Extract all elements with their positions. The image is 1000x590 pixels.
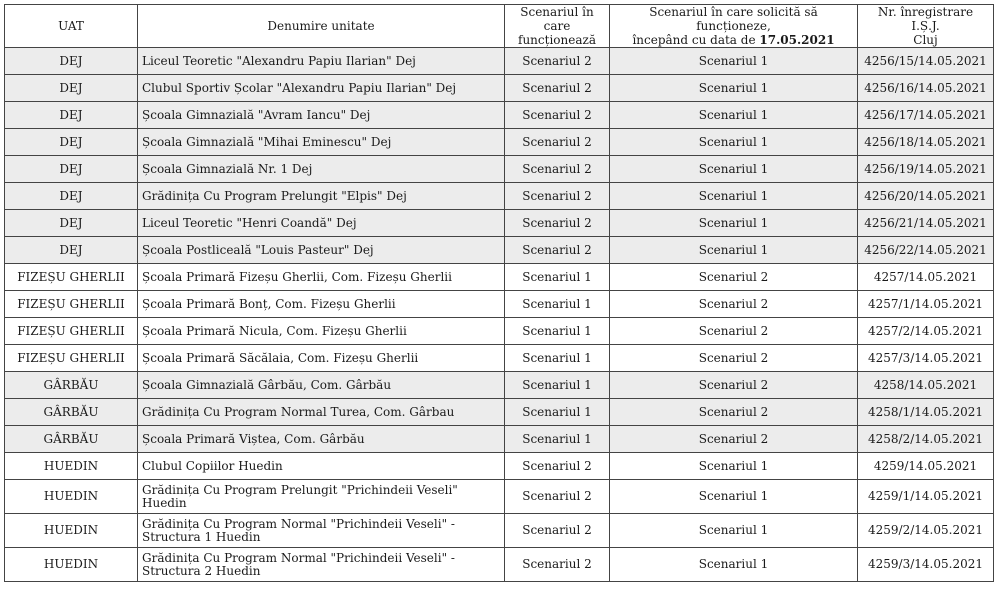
table-row [5,210,994,237]
cell-scenariu-solicitat: Scenariul 2 [610,318,858,345]
cell-uat: DEJ [5,102,138,129]
cell-scenariu-solicitat: Scenariul 1 [610,480,858,514]
cell-scenariu-solicitat: Scenariul 2 [610,399,858,426]
cell-uat: HUEDIN [5,480,138,514]
table-row [5,183,994,210]
cell-scenariu-solicitat: Scenariul 2 [610,291,858,318]
cell-scenariu-curent: Scenariul 1 [505,291,610,318]
table-row [5,102,994,129]
cell-uat: HUEDIN [5,514,138,548]
cell-scenariu-curent: Scenariul 2 [505,102,610,129]
cell-scenariu-solicitat: Scenariul 1 [610,129,858,156]
cell-nr-inregistrare: 4257/2/14.05.2021 [858,318,994,345]
header-scenariu-curent-line2: funcționează [518,33,596,47]
cell-scenariu-curent: Scenariul 1 [505,399,610,426]
cell-scenariu-solicitat: Scenariul 1 [610,102,858,129]
header-nr-line2: Cluj [913,33,938,47]
cell-uat: DEJ [5,129,138,156]
cell-nr-inregistrare: 4259/3/14.05.2021 [858,548,994,582]
cell-uat: HUEDIN [5,453,138,480]
cell-nr-inregistrare: 4256/21/14.05.2021 [858,210,994,237]
cell-nr-inregistrare: 4256/20/14.05.2021 [858,183,994,210]
header-scenariu-curent [505,5,610,48]
header-nr-inregistrare [858,5,994,48]
scenario-table [4,4,994,582]
table-row [5,237,994,264]
table-body [5,48,994,582]
cell-uat: FIZEȘU GHERLII [5,291,138,318]
cell-denumire: Liceul Teoretic "Henri Coandă" Dej [138,210,505,237]
cell-scenariu-curent: Scenariul 2 [505,453,610,480]
cell-uat: DEJ [5,48,138,75]
cell-denumire: Grădinița Cu Program Normal Turea, Com. Gârbau [138,399,505,426]
cell-nr-inregistrare: 4256/22/14.05.2021 [858,237,994,264]
cell-uat: DEJ [5,237,138,264]
cell-scenariu-solicitat: Scenariul 1 [610,237,858,264]
cell-scenariu-curent: Scenariul 1 [505,372,610,399]
cell-denumire: Școala Primară Săcălaia, Com. Fizeșu Gherlii [138,345,505,372]
cell-nr-inregistrare: 4258/2/14.05.2021 [858,426,994,453]
cell-denumire: Școala Gimnazială Nr. 1 Dej [138,156,505,183]
cell-scenariu-solicitat: Scenariul 2 [610,345,858,372]
table-row [5,156,994,183]
cell-uat: FIZEȘU GHERLII [5,318,138,345]
cell-nr-inregistrare: 4256/17/14.05.2021 [858,102,994,129]
cell-nr-inregistrare: 4256/19/14.05.2021 [858,156,994,183]
table-row [5,426,994,453]
table-row [5,548,994,582]
cell-nr-inregistrare: 4257/1/14.05.2021 [858,291,994,318]
header-nr-line1: Nr. înregistrare I.Ș.J. [877,5,974,33]
cell-uat: DEJ [5,156,138,183]
cell-denumire: Clubul Copiilor Huedin [138,453,505,480]
cell-scenariu-curent: Scenariul 2 [505,48,610,75]
cell-nr-inregistrare: 4259/1/14.05.2021 [858,480,994,514]
cell-uat: DEJ [5,75,138,102]
cell-nr-inregistrare: 4258/1/14.05.2021 [858,399,994,426]
cell-denumire: Școala Primară Viștea, Com. Gârbău [138,426,505,453]
cell-scenariu-solicitat: Scenariul 1 [610,514,858,548]
cell-denumire: Școala Gimnazială Gârbău, Com. Gârbău [138,372,505,399]
cell-denumire: Grădinița Cu Program Normal "Prichindeii Veseli" - Structura 1 Huedin [138,514,505,548]
cell-scenariu-solicitat: Scenariul 1 [610,48,858,75]
cell-uat: FIZEȘU GHERLII [5,264,138,291]
cell-nr-inregistrare: 4257/3/14.05.2021 [858,345,994,372]
cell-scenariu-solicitat: Scenariul 2 [610,426,858,453]
cell-uat: FIZEȘU GHERLII [5,345,138,372]
header-scenariu-curent-line1: Scenariul în care [520,5,594,33]
document-page [4,4,994,582]
cell-scenariu-curent: Scenariul 1 [505,345,610,372]
cell-denumire: Grădinița Cu Program Normal "Prichindeii Veseli" - Structura 2 Huedin [138,548,505,582]
cell-uat: DEJ [5,183,138,210]
cell-denumire: Școala Primară Bonț, Com. Fizeșu Gherlii [138,291,505,318]
header-scenariu-solicitat [610,5,858,48]
table-row [5,75,994,102]
cell-uat: DEJ [5,210,138,237]
cell-denumire: Școala Primară Nicula, Com. Fizeșu Gherlii [138,318,505,345]
cell-nr-inregistrare: 4256/18/14.05.2021 [858,129,994,156]
cell-uat: GÂRBĂU [5,399,138,426]
table-row [5,129,994,156]
cell-scenariu-curent: Scenariul 2 [505,156,610,183]
cell-uat: GÂRBĂU [5,426,138,453]
header-row [5,5,994,48]
header-scenariu-solicitat-line2: începând cu data de [632,33,756,47]
table-row [5,48,994,75]
cell-scenariu-curent: Scenariul 2 [505,210,610,237]
table-row [5,318,994,345]
header-uat: UAT [5,5,138,48]
cell-nr-inregistrare: 4256/15/14.05.2021 [858,48,994,75]
cell-scenariu-solicitat: Scenariul 1 [610,210,858,237]
cell-scenariu-solicitat: Scenariul 1 [610,75,858,102]
cell-scenariu-solicitat: Scenariul 1 [610,183,858,210]
table-row [5,264,994,291]
cell-scenariu-curent: Scenariul 2 [505,514,610,548]
cell-nr-inregistrare: 4258/14.05.2021 [858,372,994,399]
cell-denumire: Liceul Teoretic "Alexandru Papiu Ilarian" Dej [138,48,505,75]
cell-scenariu-curent: Scenariul 2 [505,480,610,514]
cell-denumire: Școala Gimnazială "Mihai Eminescu" Dej [138,129,505,156]
cell-scenariu-solicitat: Scenariul 1 [610,156,858,183]
table-row [5,345,994,372]
table-row [5,514,994,548]
cell-uat: HUEDIN [5,548,138,582]
table-row [5,453,994,480]
cell-scenariu-curent: Scenariul 2 [505,237,610,264]
cell-scenariu-curent: Scenariul 2 [505,183,610,210]
cell-scenariu-curent: Scenariul 2 [505,129,610,156]
cell-nr-inregistrare: 4259/14.05.2021 [858,453,994,480]
cell-nr-inregistrare: 4257/14.05.2021 [858,264,994,291]
cell-scenariu-curent: Scenariul 2 [505,75,610,102]
header-scenariu-solicitat-line1: Scenariul în care solicită să funcționeze, [649,5,818,33]
header-scenariu-solicitat-date: 17.05.2021 [759,33,835,47]
cell-nr-inregistrare: 4256/16/14.05.2021 [858,75,994,102]
header-denumire: Denumire unitate [138,5,505,48]
cell-scenariu-solicitat: Scenariul 2 [610,372,858,399]
cell-scenariu-curent: Scenariul 1 [505,426,610,453]
cell-denumire: Clubul Sportiv Școlar "Alexandru Papiu Ilarian" Dej [138,75,505,102]
table-row [5,372,994,399]
cell-denumire: Școala Postliceală "Louis Pasteur" Dej [138,237,505,264]
cell-nr-inregistrare: 4259/2/14.05.2021 [858,514,994,548]
cell-scenariu-solicitat: Scenariul 1 [610,453,858,480]
table-header [5,5,994,48]
cell-scenariu-curent: Scenariul 2 [505,548,610,582]
cell-scenariu-curent: Scenariul 1 [505,318,610,345]
cell-scenariu-solicitat: Scenariul 2 [610,264,858,291]
table-row [5,399,994,426]
table-row [5,291,994,318]
cell-denumire: Grădinița Cu Program Prelungit "Elpis" Dej [138,183,505,210]
cell-denumire: Școala Primară Fizeșu Gherlii, Com. Fizeșu Gherlii [138,264,505,291]
cell-uat: GÂRBĂU [5,372,138,399]
cell-scenariu-curent: Scenariul 1 [505,264,610,291]
cell-denumire: Grădinița Cu Program Prelungit "Prichindeii Veseli" Huedin [138,480,505,514]
cell-scenariu-solicitat: Scenariul 1 [610,548,858,582]
cell-denumire: Școala Gimnazială "Avram Iancu" Dej [138,102,505,129]
table-row [5,480,994,514]
